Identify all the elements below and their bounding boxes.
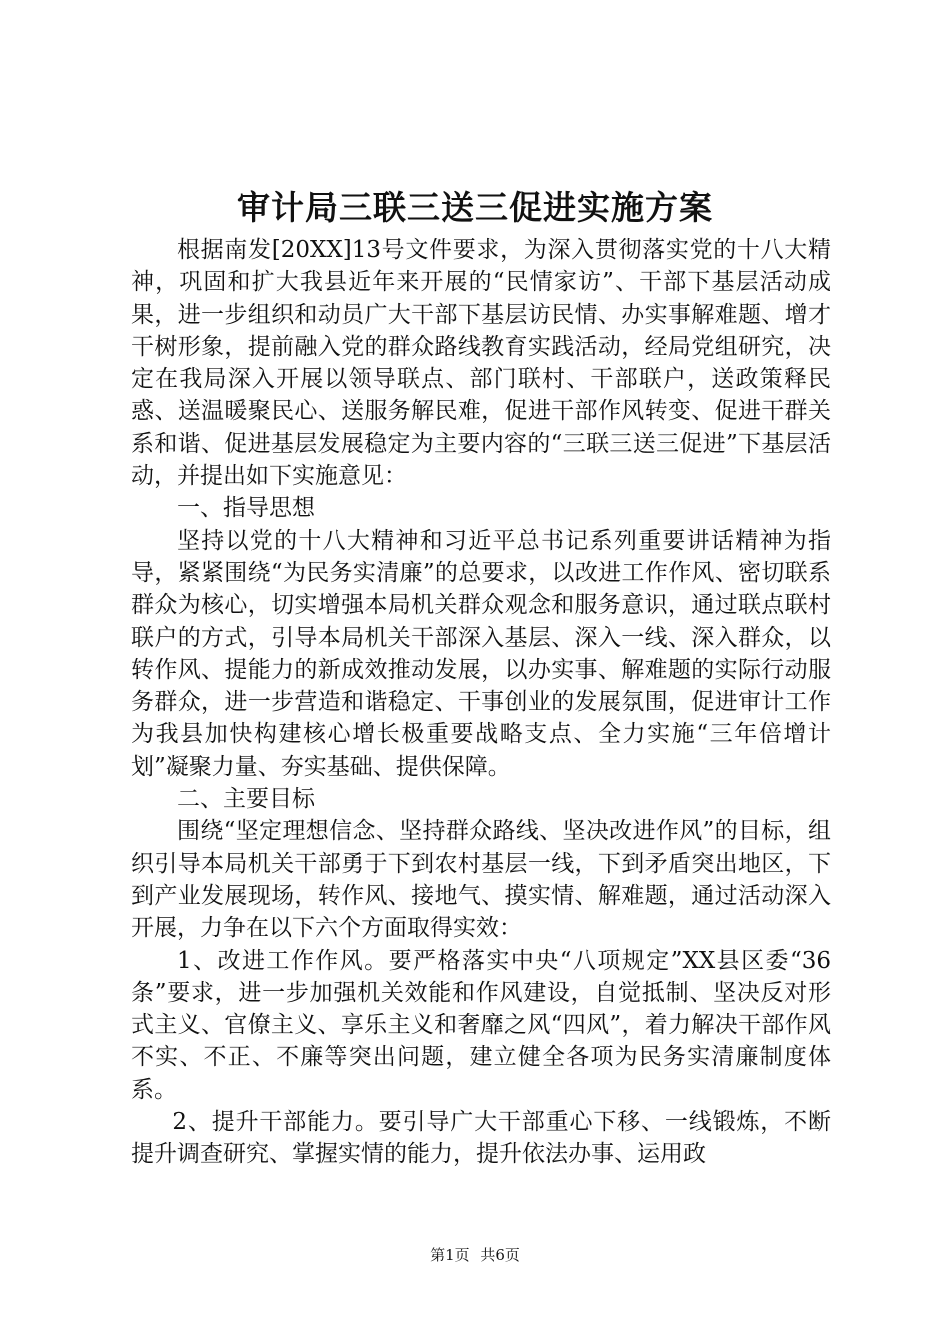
main-goals-paragraph: 围绕“坚定理想信念、坚持群众路线、坚决改进作风”的目标，组织引导本局机关干部勇于下到农村基层一线，下到矛盾突出地区，下到产业发展现场，转作风、接地气、摸实情、解难题，通过活动深入开展，力争在以下六个方面取得实效： [131, 818, 831, 942]
intro-paragraph: 根据南发[20XX]13号文件要求，为深入贯彻落实党的十八大精神，巩固和扩大我县近年来开展的“民情家访”、干部下基层活动成果，进一步组织和动员广大干部下基层访民情、办实事解难题、增才干树形象，提前融入党的群众路线教育实践活动，经局党组研究，决定在我局深入开展以领导联点、部门联村、干部联户，送政策释民惑、送温暖聚民心、送服务解民难，促进干部作风转变、促进干群关系和谐、促进基层发展稳定为主要内容的“三联三送三促进”下基层活动，并提出如下实施意见： [131, 237, 831, 490]
guiding-ideology-paragraph: 坚持以党的十八大精神和习近平总书记系列重要讲话精神为指导，紧紧围绕“为民务实清廉”的总要求，以改进工作作风、密切联系群众为核心，切实增强本局机关群众观念和服务意识，通过联点联村联户的方式，引导本局机关干部深入基层、深入一线、深入群众，以转作风、提能力的新成效推动发展，以办实事、解难题的实际行动服务群众，进一步营造和谐稳定、干事创业的发展氛围，促进审计工作为我县加快构建核心增长极重要战略支点、全力实施“三年倍增计划”凝聚力量、夯实基础、提供保障。 [131, 527, 831, 780]
section-heading-guiding-ideology: 一、指导思想 [177, 495, 315, 522]
goal-item-2: 2、提升干部能力。要引导广大干部重心下移、一线锻炼，不断提升调查研究、掌握实情的能力，提升依法办事、运用政 [131, 1109, 831, 1168]
document-title: 审计局三联三送三促进实施方案 [237, 188, 713, 227]
page-number: 第1页 [430, 1246, 470, 1264]
page-total: 共6页 [480, 1246, 520, 1264]
goal-item-1: 1、改进工作作风。要严格落实中央“八项规定”XX县区委“36条”要求，进一步加强机关效能和作风建设，自觉抵制、坚决反对形式主义、官僚主义、享乐主义和奢靡之风“四风”，着力解决干部作风不实、不正、不廉等突出问题，建立健全各项为民务实清廉制度体系。 [131, 947, 831, 1103]
page-footer [0, 1245, 950, 1265]
section-heading-main-goals: 二、主要目标 [177, 786, 315, 813]
document-body [131, 234, 831, 1171]
